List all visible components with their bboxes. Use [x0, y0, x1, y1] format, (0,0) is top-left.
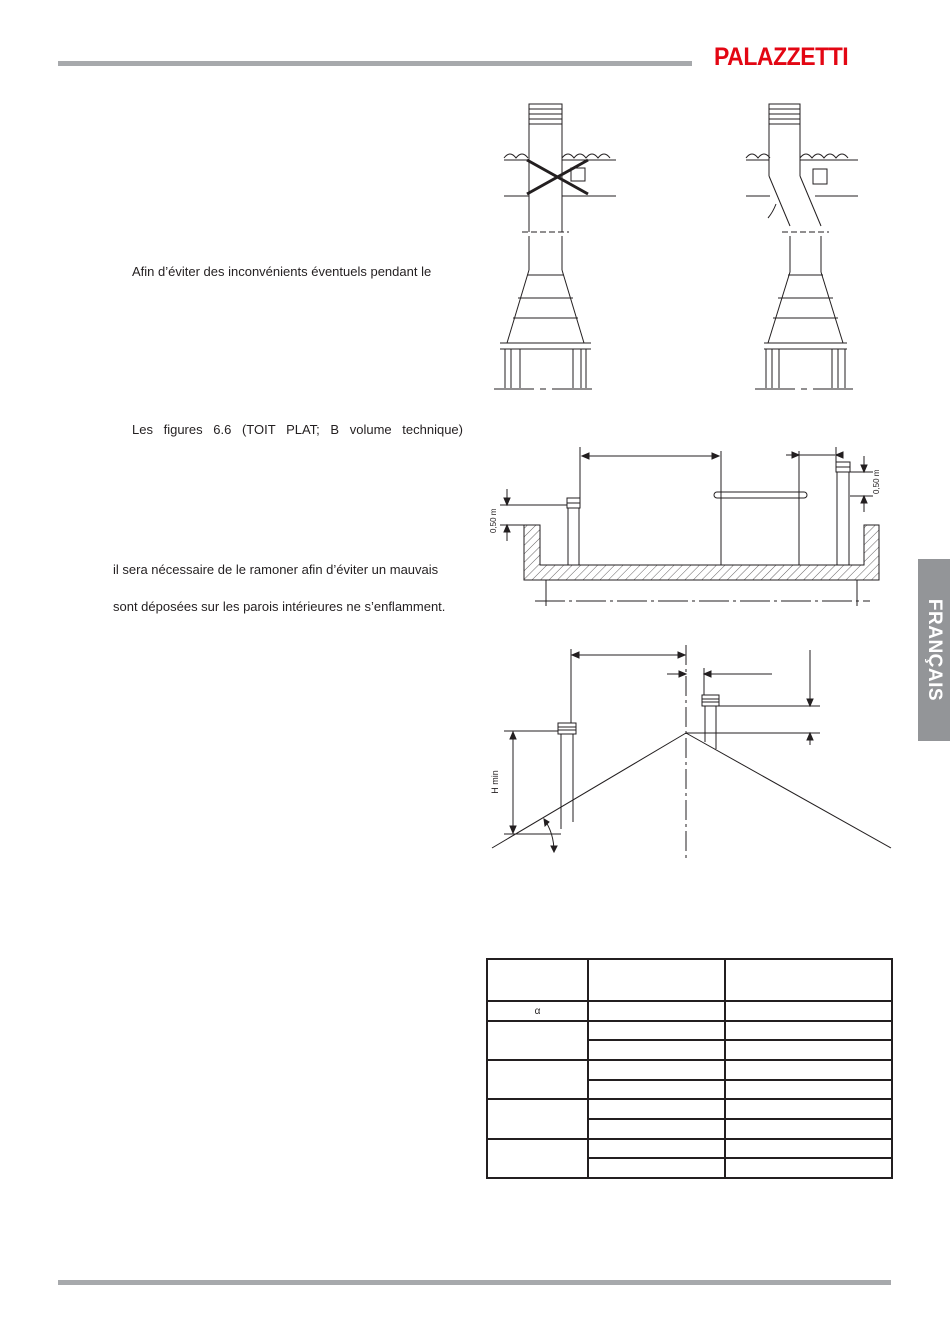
table-cell: [487, 1139, 588, 1178]
alpha-label: α: [487, 1001, 588, 1021]
table-cell: [725, 1139, 892, 1158]
paragraph-4: sont déposées sur les parois intérieures ne s’enflamment.: [113, 599, 446, 614]
table-cell: [588, 1099, 725, 1119]
table-cell: [588, 1021, 725, 1040]
table-cell: [487, 1060, 588, 1099]
chimney-cowl: [702, 695, 719, 706]
table-cell: [725, 1060, 892, 1080]
table-cell: [588, 1001, 725, 1021]
roof-slope-right: [686, 733, 891, 848]
figure-chimney-straight: [494, 104, 616, 389]
table-header-cell: [487, 959, 588, 1001]
technical-volume: [714, 492, 807, 498]
table-cell: [588, 1040, 725, 1060]
table-cell: [588, 1060, 725, 1080]
dim-label-right: 0,50 m: [872, 469, 881, 494]
language-tab-label: FRANÇAIS: [924, 598, 945, 702]
figure-chimney-offset: [746, 104, 858, 389]
table-header-cell: [588, 959, 725, 1001]
roof-slope-left: [492, 733, 686, 848]
table-cell: [725, 1158, 892, 1178]
table-cell: [588, 1158, 725, 1178]
paragraph-1: Afin d’éviter des inconvénients éventuels pendant le: [132, 264, 432, 279]
chimney-cowl: [558, 723, 576, 734]
dim-label-left: 0,50 m: [489, 508, 498, 533]
table-cell: [725, 1119, 892, 1139]
table-cell: [725, 1099, 892, 1119]
table-cell: [725, 1040, 892, 1060]
footer-rule: [58, 1280, 891, 1285]
table-cell: [588, 1139, 725, 1158]
dimension-table: [486, 958, 893, 1179]
figure-flat-roof: [500, 447, 879, 606]
paragraph-3: il sera nécessaire de le ramoner afin d’éviter un mauvais: [113, 562, 439, 577]
roof-slab: [524, 525, 879, 580]
table-cell: [487, 1021, 588, 1060]
table-cell: [487, 1099, 588, 1139]
paragraph-2: Les figures 6.6 (TOIT PLAT; B volume technique): [132, 422, 463, 437]
table-cell: [588, 1119, 725, 1139]
table-cell: [725, 1021, 892, 1040]
table-cell: [725, 1001, 892, 1021]
table-cell: [588, 1080, 725, 1099]
brand-logo: PALAZZETTI: [714, 43, 849, 71]
table-cell: [725, 1080, 892, 1099]
h-min-label: H min: [490, 770, 500, 794]
table-header-cell: [725, 959, 892, 1001]
figure-pitched-roof: [492, 645, 891, 860]
